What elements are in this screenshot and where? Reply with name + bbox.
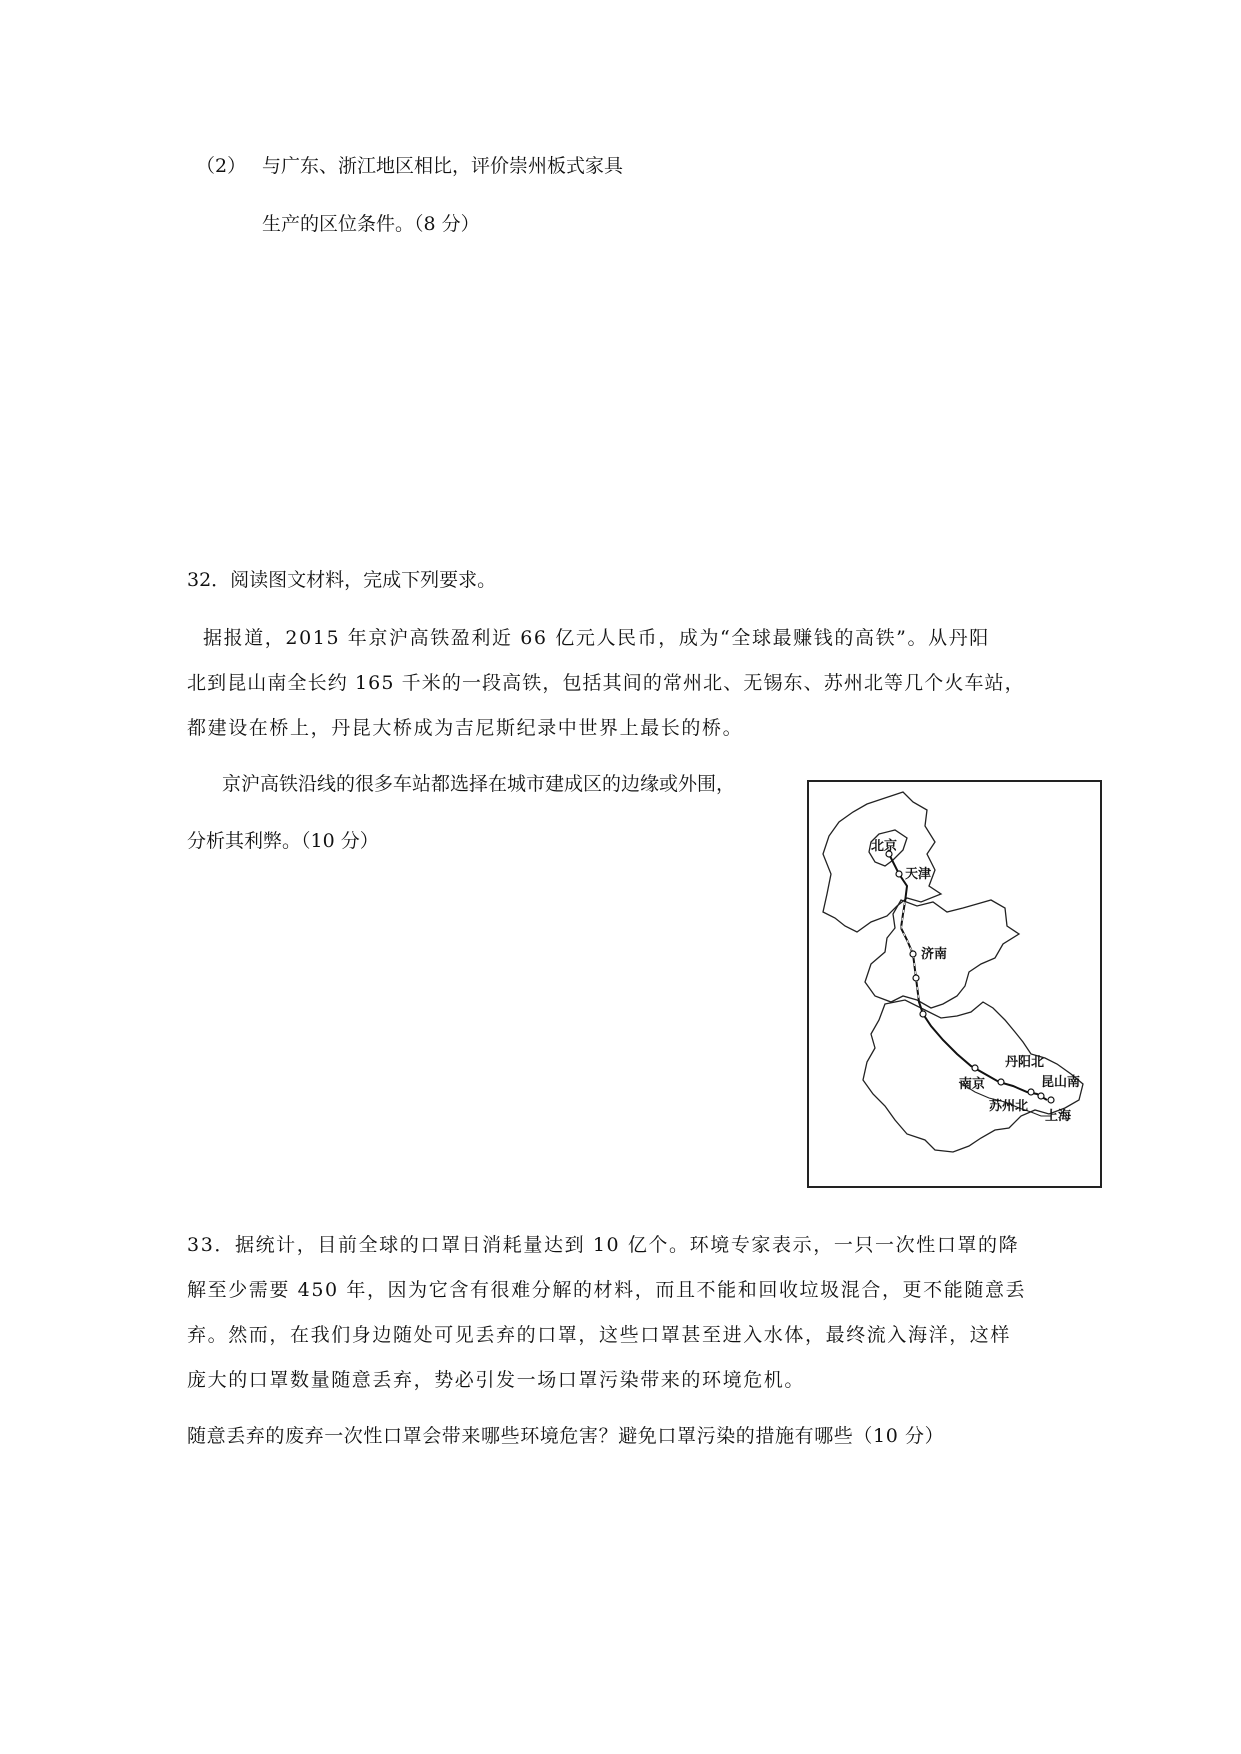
question-2-text-line-2: 生产的区位条件。（8 分） (262, 213, 480, 235)
question-33-line-2: 解至少需要 450 年，因为它含有很难分解的材料，而且不能和回收垃圾混合，更不能随意丢 (187, 1279, 1027, 1301)
station-mid-1 (913, 975, 919, 981)
railway-map-svg (809, 782, 1100, 1186)
station-kunshan-nan (1038, 1093, 1044, 1099)
question-33-line-3: 弃。然而，在我们身边随处可见丢弃的口罩，这些口罩甚至进入水体，最终流入海洋，这样 (187, 1324, 1012, 1346)
label-beijing: 北京 (871, 839, 898, 854)
station-shanghai (1048, 1097, 1054, 1103)
question-2-number: （2） (196, 155, 247, 177)
station-jinan (910, 951, 916, 957)
question-32-material-line-2: 北到昆山南全长约 165 千米的一段高铁，包括其间的常州北、无锡东、苏州北等几个火车站， (187, 672, 1025, 694)
label-nanjing: 南京 (959, 1077, 986, 1092)
question-32-material-line-3: 都建设在桥上，丹昆大桥成为吉尼斯纪录中世界上最长的桥。 (187, 717, 744, 739)
label-danyang-bei: 丹阳北 (1005, 1055, 1045, 1070)
label-tianjin: 天津 (905, 867, 932, 882)
question-33-line-4: 庞大的口罩数量随意丢弃，势必引发一场口罩污染带来的环境危机。 (187, 1369, 806, 1391)
label-shanghai: 上海 (1045, 1109, 1072, 1124)
question-33-line-1: 33．据统计，目前全球的口罩日消耗量达到 10 亿个。环境专家表示，一只一次性口罩的降 (187, 1234, 1020, 1256)
station-mid-2 (920, 1011, 926, 1017)
station-tianjin (896, 871, 902, 877)
station-nanjing (972, 1065, 978, 1071)
question-32-prompt-line-2: 分析其利弊。（10 分） (187, 830, 379, 852)
question-32-title: 32．阅读图文材料，完成下列要求。 (187, 569, 497, 591)
railway-map (807, 780, 1102, 1188)
label-jinan: 济南 (921, 947, 948, 962)
province-boundary-north (823, 792, 941, 932)
question-32-material-line-1: 据报道，2015 年京沪高铁盈利近 66 亿元人民币，成为“全球最赚钱的高铁”。从丹阳 (203, 627, 990, 649)
question-2-text-line-1: 与广东、浙江地区相比，评价崇州板式家具 (262, 155, 624, 177)
station-suzhou-bei (1028, 1089, 1034, 1095)
question-33-prompt: 随意丢弃的废弃一次性口罩会带来哪些环境危害？避免口罩污染的措施有哪些（10 分） (187, 1425, 945, 1447)
label-kunshan-nan: 昆山南 (1041, 1075, 1081, 1090)
label-suzhou-bei: 苏州北 (989, 1099, 1029, 1114)
station-danyang-bei (998, 1079, 1004, 1085)
question-32-prompt-line-1: 京沪高铁沿线的很多车站都选择在城市建成区的边缘或外围， (222, 773, 736, 795)
